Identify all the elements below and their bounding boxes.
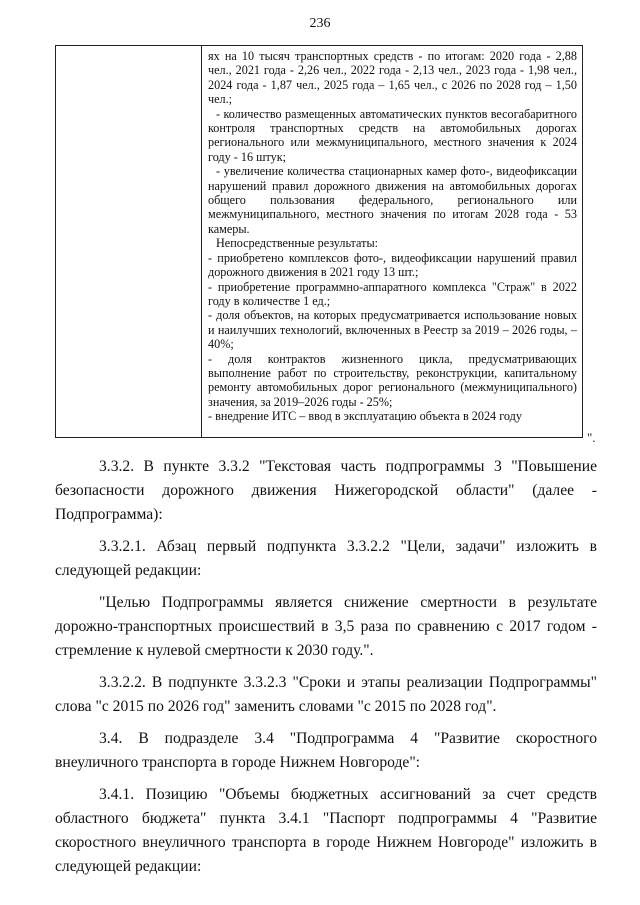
- cell-paragraph: - доля контрактов жизненного цикла, предусматривающих выполнение работ по строительству, реконструкции, капитальному ремонту автомобильных дорог регионального (межмуниципального) значения, за 2019–2026 годы - 25%;: [208, 351, 577, 409]
- cell-paragraph: - количество размещенных автоматических пунктов весогабаритного контроля транспортных средств на автомобильных дорогах регионального или межмуниципального, местного значения к 2024 году - 16 штук;: [208, 106, 577, 164]
- cell-paragraph: - внедрение ИТС – ввод в эксплуатацию объекта в 2024 году: [208, 409, 522, 424]
- page-number: 236: [309, 16, 331, 31]
- body-paragraph: "Целью Подпрограммы является снижение смертности в результате дорожно-транспортных происшествий в 3,5 раза по сравнению с 2017 годом - стремление к нулевой смертности к 2030 году.".: [55, 594, 597, 659]
- table-right-cell: [202, 46, 582, 424]
- document-body: [55, 455, 597, 887]
- passport-table-fragment: [55, 45, 583, 438]
- cell-paragraph: ях на 10 тысяч транспортных средств - по итогам: 2020 года - 2,88 чел., 2021 года - 2,26 чел., 2022 года - 2,13 чел., 2023 года - 1,98 чел., 2024 года - 1,87 чел., 2025 года – 1,65 чел., с 2026 по 2028 год – 1,50 чел.;: [208, 49, 577, 107]
- body-paragraph: 3.3.2.1. Абзац первый подпункта 3.3.2.2 "Цели, задачи" изложить в следующей редакции:: [55, 538, 597, 579]
- body-paragraph: 3.4.1. Позицию "Объемы бюджетных ассигнований за счет средств областного бюджета" пункта 3.4.1 "Паспорт подпрограммы 4 "Развитие скоростного внеуличного транспорта в городе Нижнем Новгороде" изложить в следующей редакции:: [55, 786, 597, 875]
- body-paragraph: 3.3.2.2. В подпункте 3.3.2.3 "Сроки и этапы реализации Подпрограммы" слова "с 2015 по 2026 год" заменить словами "с 2015 по 2028 год".: [55, 674, 597, 715]
- cell-paragraph: - увеличение количества стационарных камер фото-, видеофиксации нарушений правил дорожного движения на автомобильных дорогах общего пользования федерального, регионального или межмуниципального, местного значения по итогам 2028 года - 53 камеры.: [208, 164, 577, 236]
- cell-paragraph: Непосредственные результаты:: [216, 236, 379, 251]
- body-paragraph: 3.4. В подразделе 3.4 "Подпрограмма 4 "Развитие скоростного внеуличного транспорта в городе Нижнем Новгороде":: [55, 730, 597, 771]
- cell-paragraph: - доля объектов, на которых предусматривается использование новых и наилучших технологий, включенных в Реестр за 2019 – 2026 годы, – 40%;: [208, 308, 577, 352]
- cell-paragraph: - приобретено комплексов фото-, видеофиксации нарушений правил дорожного движения в 2021 году 13 шт.;: [208, 250, 577, 280]
- cell-paragraph: - приобретение программно-аппаратного комплекса "Страж" в 2022 году в количестве 1 ед.;: [208, 279, 577, 308]
- closing-quote: ".: [587, 430, 596, 445]
- body-paragraph: 3.3.2. В пункте 3.3.2 "Текстовая часть подпрограммы 3 "Повышение безопасности дорожного движения Нижегородской области" (далее - Подпрограмма):: [55, 458, 597, 523]
